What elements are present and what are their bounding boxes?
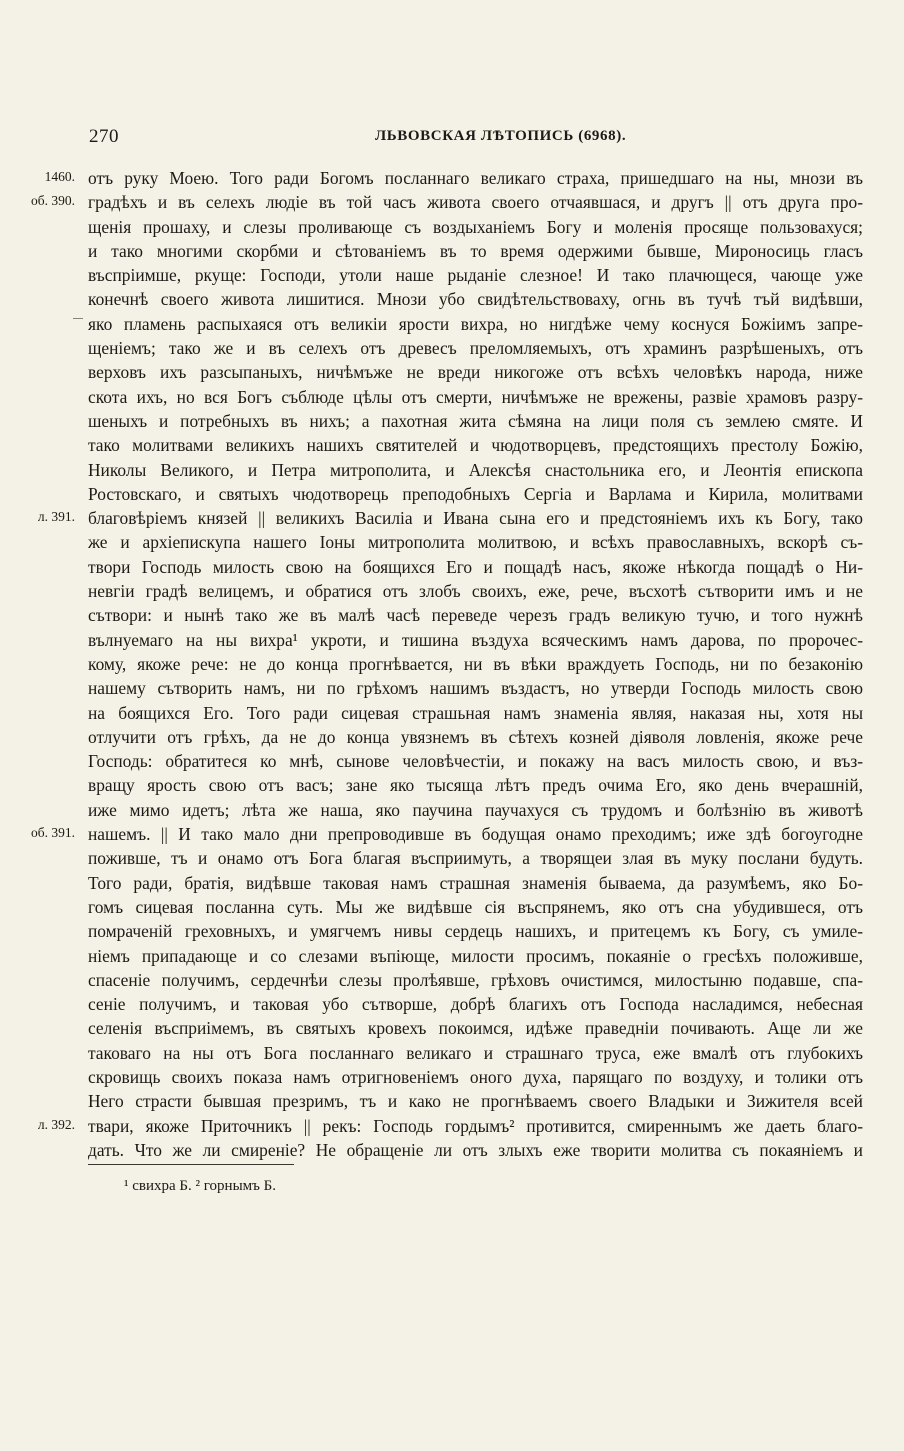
text-line bbox=[0, 458, 904, 482]
text-line bbox=[0, 166, 904, 190]
line-text: скота ихъ, но вся Богъ съблюде цѣлы отъ смерти, ничѣмъже не врежены, развіе храмовъ разру- bbox=[88, 386, 863, 407]
line-text: твори Господь милость свою на боящихся Его и пощадѣ насъ, якоже нѣкогда пощадѣ о Ни- bbox=[88, 556, 863, 577]
line-text: нашему сътворить намъ, ни по грѣхомъ нашимъ въздастъ, но утверди Господь милость свою bbox=[88, 678, 863, 699]
line-text: вълнуемаго на ны вихра¹ укроти, и тишина въздуха всяческимъ намъ дарова, по пророчес- bbox=[88, 629, 863, 650]
line-text: Ростовскаго, и святыхъ чюдотворець преподобныхъ Сергіа и Варлама и Кирила, молитвами bbox=[88, 483, 863, 504]
text-line bbox=[0, 1065, 904, 1089]
line-text: щенія прошаху, и слезы проливающе съ воздыханіемъ Богу и моленія просяще пользовахуся; bbox=[88, 216, 863, 237]
line-text: сътвори: и нынѣ тако же въ малѣ часѣ переведе черезъ градъ великую тучю, и того нужнѣ bbox=[88, 605, 863, 626]
footnotes: ¹ свихра Б. ² горнымъ Б. bbox=[124, 1178, 277, 1194]
text-line bbox=[0, 919, 904, 943]
line-text: спасеніе получимъ, сердечнѣи слезы пролѣявше, грѣховъ очистимся, милостыню подавше, спа- bbox=[88, 969, 863, 990]
line-text: Него страсти бывшая презримъ, тъ и како не прогнѣваемъ своего Владыки и Зижителя всей bbox=[88, 1091, 863, 1112]
line-text: верховъ ихъ разсыпаныхъ, ничѣмъже не вреди никогоже отъ всѣхъ человѣкъ народа, ниже bbox=[88, 362, 863, 383]
text-line bbox=[0, 701, 904, 725]
line-text: и тако многими скорбми и сѣтованіемъ въ то время одержими бывше, Мироносиць гласъ bbox=[88, 240, 863, 261]
line-text: тако молитвами великихъ нашихъ святителей и чюдотворцевъ, предстоящихъ престолу Божію, bbox=[88, 435, 863, 456]
text-line bbox=[0, 555, 904, 579]
line-text: же и архіепискупа нашего Іоны митрополита молитвою, и всѣхъ православныхъ, вскорѣ съ- bbox=[88, 532, 863, 553]
text-line bbox=[0, 822, 904, 846]
text-line bbox=[0, 871, 904, 895]
line-text: сеніе получимъ, и таковая убо сътворше, добрѣ благихъ отъ Господа насладимся, небесная bbox=[88, 994, 863, 1015]
line-text: таковаго на ны отъ Бога посланнаго великаго и страшнаго труса, еже вмалѣ отъ глубокихъ bbox=[88, 1042, 863, 1063]
text-line bbox=[0, 749, 904, 773]
text-line bbox=[0, 336, 904, 360]
margin-reference: 1460. bbox=[44, 169, 75, 184]
line-text: конечнѣ своего живота лишитися. Мнози убо свидѣтельствоваху, огнь въ тучѣ тъй видѣвши, bbox=[88, 289, 863, 310]
margin-reference: л. 392. bbox=[37, 1116, 75, 1132]
line-text: шеныхъ и потребныхъ въ нихъ; а пахотная жита сѣмяна на лици поля съ землею смяте. И bbox=[88, 410, 863, 431]
line-text: щеніемъ; тако же и въ селехъ отъ древесъ преломляемыхъ, отъ храминъ разрѣшеныхъ, отъ bbox=[88, 338, 863, 359]
text-line bbox=[0, 846, 904, 870]
text-line bbox=[0, 968, 904, 992]
main-text-block bbox=[0, 166, 904, 1162]
text-line bbox=[0, 312, 904, 336]
running-title: ЛЬВОВСКАЯ ЛѢТОПИСЬ (6968). bbox=[375, 128, 627, 144]
line-text: селенія въсприімемъ, въ святыхъ кровехъ покоимся, идѣже праведніи почивають. Аще ли же bbox=[88, 1018, 863, 1039]
text-line bbox=[0, 530, 904, 554]
text-line bbox=[0, 433, 904, 457]
line-text: въспріимше, ркуще: Господи, утоли наше рыданіе слезное! И тако плачющеся, чающе уже bbox=[88, 265, 863, 286]
line-text: гомъ сицевая посланна суть. Мы же видѣвше сія въспрянемъ, яко отъ сна убудившеся, отъ bbox=[88, 896, 863, 917]
text-line bbox=[0, 944, 904, 968]
page-number: 270 bbox=[89, 126, 119, 147]
line-text: скровищь своихъ показа намъ отригновеніемъ оного духа, парящаго по воздуху, и толики отъ bbox=[88, 1066, 863, 1087]
text-line bbox=[0, 215, 904, 239]
text-line bbox=[0, 1089, 904, 1113]
text-line bbox=[0, 798, 904, 822]
text-line bbox=[0, 385, 904, 409]
line-text: невгіи градѣ велицемъ, и обратися отъ злобъ своихъ, еже, рече, въсхотѣ сътворити имъ и не bbox=[88, 581, 863, 602]
text-line bbox=[0, 628, 904, 652]
line-text: Господь: обратитеся ко мнѣ, сынове человѣчестіи, и покажу на васъ милость свою, и въз- bbox=[88, 751, 863, 772]
line-text: отъ руку Моею. Того ради Богомъ посланнагo великаго страха, пришедшаго на ны, мнози въ bbox=[88, 168, 863, 188]
text-line bbox=[0, 482, 904, 506]
page-header bbox=[0, 124, 904, 154]
text-line bbox=[0, 652, 904, 676]
text-line bbox=[0, 773, 904, 797]
text-line bbox=[0, 1138, 904, 1162]
text-line bbox=[0, 992, 904, 1016]
line-text: Того ради, братія, видѣвше таковая намъ страшная знаменія бываема, да разумѣемъ, яко Бо- bbox=[88, 872, 863, 893]
footnote-divider bbox=[88, 1164, 294, 1165]
margin-reference: л. 391. bbox=[37, 509, 75, 525]
line-text: вращу ярость свою отъ васъ; зане яко тысяща лѣтъ предъ очима Его, яко день вчерашній, bbox=[88, 775, 863, 796]
margin-reference: об. 390. bbox=[31, 193, 75, 209]
text-line bbox=[0, 263, 904, 287]
text-line bbox=[0, 1041, 904, 1065]
line-text: Николы Великого, и Петра митрополита, и Алексѣя снастольника его, и Леонтія епископа bbox=[88, 459, 863, 480]
line-text: кому, якоже рече: не до конца прогнѣвается, ни въ вѣки враждуеть Господь, ни по безаконію bbox=[88, 653, 863, 674]
text-line bbox=[0, 725, 904, 749]
text-line bbox=[0, 895, 904, 919]
line-text: твари, якоже Приточникъ || рекъ: Господь гордымъ² противится, смиреннымъ же даеть благо- bbox=[88, 1115, 863, 1136]
text-line bbox=[0, 676, 904, 700]
text-line bbox=[0, 190, 904, 214]
line-text: ніемъ припадающе и со слезами въпіюще, милости просимъ, покаяніе о гресѣхъ положивше, bbox=[88, 945, 863, 966]
text-line bbox=[0, 239, 904, 263]
text-line bbox=[0, 409, 904, 433]
text-line bbox=[0, 1016, 904, 1040]
line-text: яко пламень распыхаяся отъ великіи ярости вихра, но нигдѣже чему коснуся Божіимъ запре- bbox=[88, 313, 863, 334]
text-line bbox=[0, 1114, 904, 1138]
text-line bbox=[0, 579, 904, 603]
line-text: отлучити отъ грѣхъ, да не до конца увязнемъ въ сѣтехъ козней діяволя ловленія, якоже рече bbox=[88, 726, 863, 747]
line-text: градѣхъ и въ селехъ людіе въ той часъ живота своего отчаявшася, и другъ || отъ друга про- bbox=[88, 192, 863, 213]
margin-reference: об. 391. bbox=[31, 825, 75, 841]
line-text: благовѣріемъ князей || великихъ Василіа и Ивана сына его и предстояніемъ ихъ къ Богу, тако bbox=[88, 508, 863, 529]
text-line bbox=[0, 360, 904, 384]
line-text: помраченій греховныхъ, и умягчемъ нивы сердець нашихъ, и притецемъ къ Богу, съ умиле- bbox=[88, 921, 863, 942]
text-line bbox=[0, 287, 904, 311]
line-text: поживше, тъ и онамо отъ Бога благая въсприимуть, а творящеи злая въ муку послани будуть. bbox=[88, 848, 863, 869]
text-line bbox=[0, 603, 904, 627]
line-text: дать. Что же ли смиреніе? Не обращеніе ли отъ злыхъ еже творити молитва съ покаяніемъ и bbox=[88, 1139, 863, 1160]
text-line bbox=[0, 506, 904, 530]
line-text: иже мимо идетъ; лѣта же наша, яко паучина паучахуся съ трудомъ и болѣзнію въ животѣ bbox=[88, 799, 863, 820]
line-text: нашемъ. || И тако мало дни препроводивше въ бодущая онамо преходимъ; иже здѣ богоугодне bbox=[88, 824, 863, 845]
line-text: на боящихся Его. Того ради сицевая страшьная намъ знаменіа являя, наказая ны, хотя ны bbox=[88, 702, 863, 723]
